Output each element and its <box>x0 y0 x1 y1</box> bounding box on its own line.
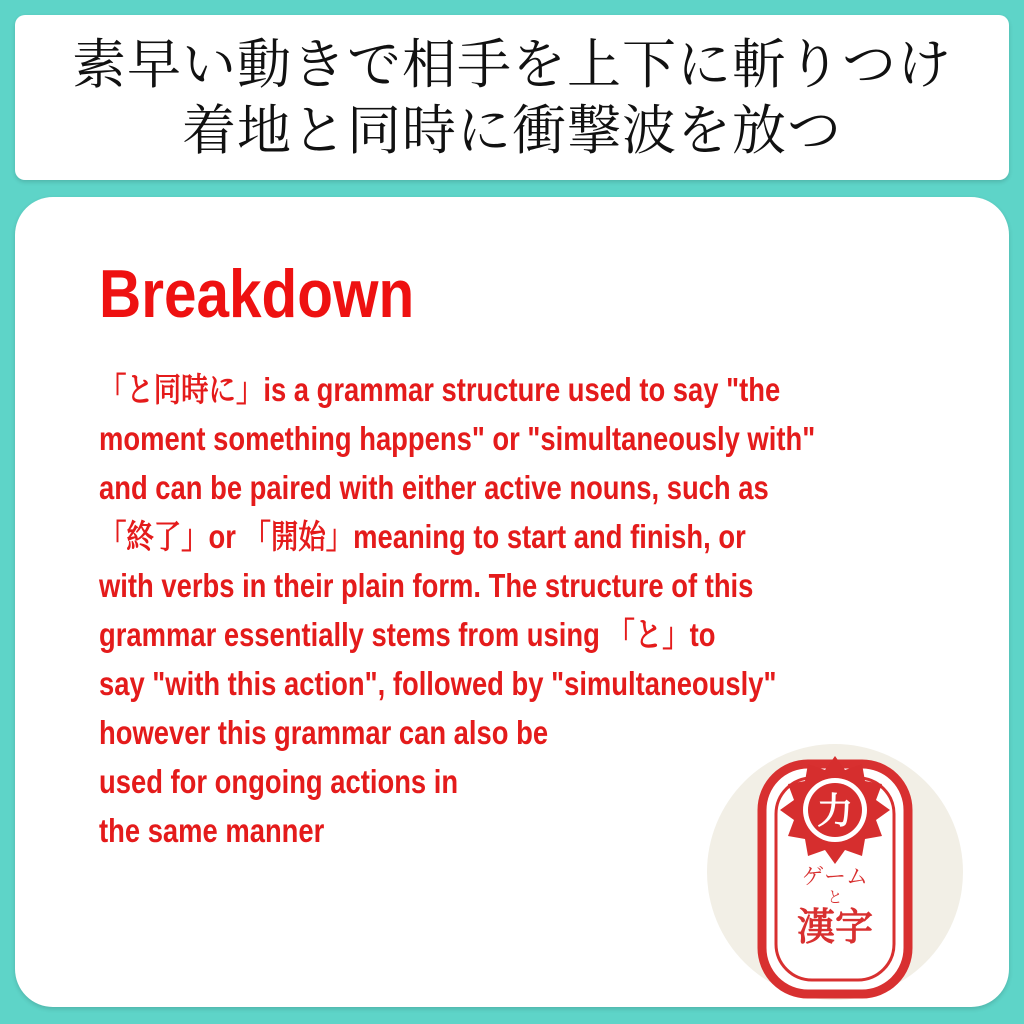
explanation-line: the same manner <box>99 812 325 849</box>
explanation-line: used for ongoing actions in <box>99 763 459 800</box>
explanation-line: 「終了」or 「開始」meaning to start and finish, or <box>99 518 746 555</box>
header-card <box>15 15 1009 180</box>
logo-badge-char: 力 <box>816 791 854 832</box>
header-line-2: 着地と同時に衝撃波を放つ <box>182 98 842 162</box>
game-kanji-logo <box>705 742 965 1002</box>
explanation-line: 「と同時に」is a grammar structure used to say "the <box>99 371 781 408</box>
explanation-line: and can be paired with either active nouns, such as <box>99 469 769 506</box>
logo-line-3: 漢字 <box>796 905 874 949</box>
explanation-line: with verbs in their plain form. The structure of this <box>99 567 754 604</box>
breakdown-title: Breakdown <box>99 256 415 332</box>
header-line-1: 素早い動きで相手を上下に斬りつけ <box>72 32 952 96</box>
explanation-line: say "with this action", followed by "simultaneously" <box>99 665 777 702</box>
logo-line-2: と <box>827 888 843 906</box>
logo-line-1: ゲーム <box>801 865 869 890</box>
explanation-line: moment something happens" or "simultaneously with" <box>99 420 816 457</box>
explanation-line: however this grammar can also be <box>99 714 549 751</box>
explanation-line: grammar essentially stems from using 「と」to <box>99 616 716 653</box>
logo-graphic <box>705 742 965 1002</box>
